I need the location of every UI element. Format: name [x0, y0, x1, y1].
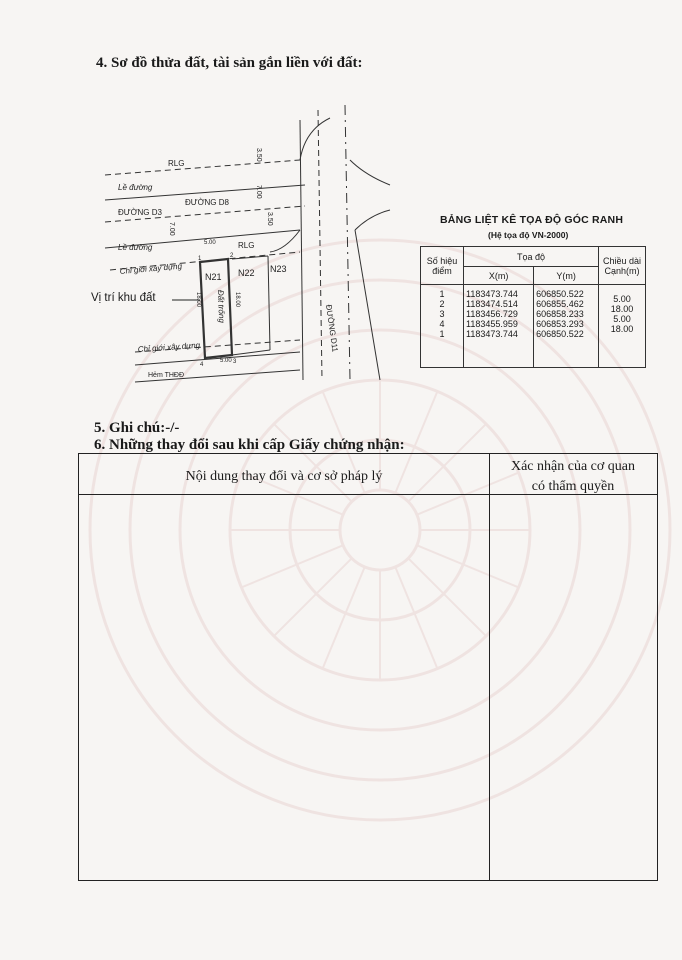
table-cell: 5.00	[613, 314, 631, 324]
section-4-title: 4. Sơ đồ thửa đất, tài sản gắn liền với đất:	[96, 55, 363, 71]
point-1-label: 1	[198, 256, 202, 262]
dim-700-top: 7.00	[255, 185, 262, 199]
label-n23: N23	[270, 264, 287, 274]
table-cell: 18.00	[610, 324, 634, 334]
label-duong-d8: ĐƯỜNG D8	[185, 198, 229, 207]
coordinate-table-title: BẢNG LIỆT KÊ TỌA ĐỘ GÓC RANH	[440, 214, 624, 226]
section-5-title: 5. Ghi chú:-/-	[94, 420, 180, 436]
coordinate-table-subtitle: (Hệ tọa độ VN-2000)	[488, 230, 569, 240]
label-rlg-mid: RLG	[238, 241, 255, 250]
label-dat-trong: Đất trống	[216, 289, 227, 323]
table-cell: 606855.462	[536, 299, 584, 309]
table-cell: 2	[439, 299, 445, 309]
length-column	[599, 285, 646, 368]
table-cell: 606858.233	[536, 309, 584, 319]
table-cell: 1183474.514	[466, 299, 518, 309]
table-cell: 1183473.744	[466, 289, 518, 299]
label-chi-gioi-top: Chỉ giới xây dựng	[119, 261, 183, 276]
header-x: X(m)	[464, 267, 534, 285]
label-le-duong-2: Lề đường	[118, 243, 153, 252]
label-duong-d3: ĐƯỜNG D3	[118, 208, 162, 217]
dim-500-bottom: 5.00	[220, 358, 232, 364]
point-3-label: 3	[233, 359, 237, 365]
table-cell: 1183473.744	[466, 329, 518, 339]
dim-1800-right: 18.00	[234, 292, 240, 308]
table-cell: 3	[439, 309, 445, 319]
label-n21: N21	[205, 272, 222, 282]
dim-1800-left: 18.00	[195, 292, 201, 308]
label-rlg-top: RLG	[168, 159, 185, 168]
point-4-label: 4	[200, 362, 204, 368]
section-6-title: 6. Những thay đổi sau khi cấp Giấy chứng nhận:	[94, 437, 405, 453]
table-cell: 606853.293	[536, 319, 584, 329]
authority-header-line-1: Xác nhận của cơ quan	[510, 459, 635, 474]
table-cell: 5.00	[613, 294, 631, 304]
dim-500-top: 5.00	[204, 240, 216, 246]
label-duong-d11: ĐƯỜNG D11	[324, 304, 340, 353]
dim-350-top: 3.50	[255, 148, 262, 162]
changes-table	[78, 453, 658, 881]
changes-content-header: Nội dung thay đổi và cơ sở pháp lý	[185, 469, 383, 484]
header-length: Chiều dài Cạnh(m)	[599, 247, 646, 285]
header-point: Số hiệu điểm	[421, 247, 464, 285]
table-cell: 1183456.729	[466, 309, 518, 319]
dim-350-right: 3.50	[266, 212, 273, 226]
dim-700-left: 7.00	[168, 222, 175, 236]
coordinate-table	[420, 246, 646, 368]
table-cell: 606850.522	[536, 329, 584, 339]
x-column	[464, 285, 534, 368]
table-cell: 1	[439, 329, 445, 339]
column-divider	[489, 454, 490, 880]
y-column	[534, 285, 599, 368]
table-cell: 1	[439, 289, 445, 299]
table-cell: 4	[439, 319, 445, 329]
location-label: Vị trí khu đất	[91, 292, 156, 304]
label-le-duong-1: Lề đường	[118, 183, 153, 192]
point-column	[421, 285, 464, 368]
authority-header-line-2: có thẩm quyền	[531, 479, 615, 494]
header-y: Y(m)	[534, 267, 599, 285]
table-cell: 606850.522	[536, 289, 584, 299]
table-cell: 1183455.959	[466, 319, 518, 329]
label-chi-gioi-bottom: Chỉ giới xây dựng	[137, 340, 201, 354]
point-2-label: 2	[230, 253, 234, 259]
table-cell: 18.00	[610, 304, 634, 314]
authority-confirmation-header	[489, 457, 657, 497]
header-coord: Tọa độ	[464, 247, 599, 267]
label-hem: Hẻm THĐĐ	[148, 372, 185, 379]
label-n22: N22	[238, 268, 255, 278]
